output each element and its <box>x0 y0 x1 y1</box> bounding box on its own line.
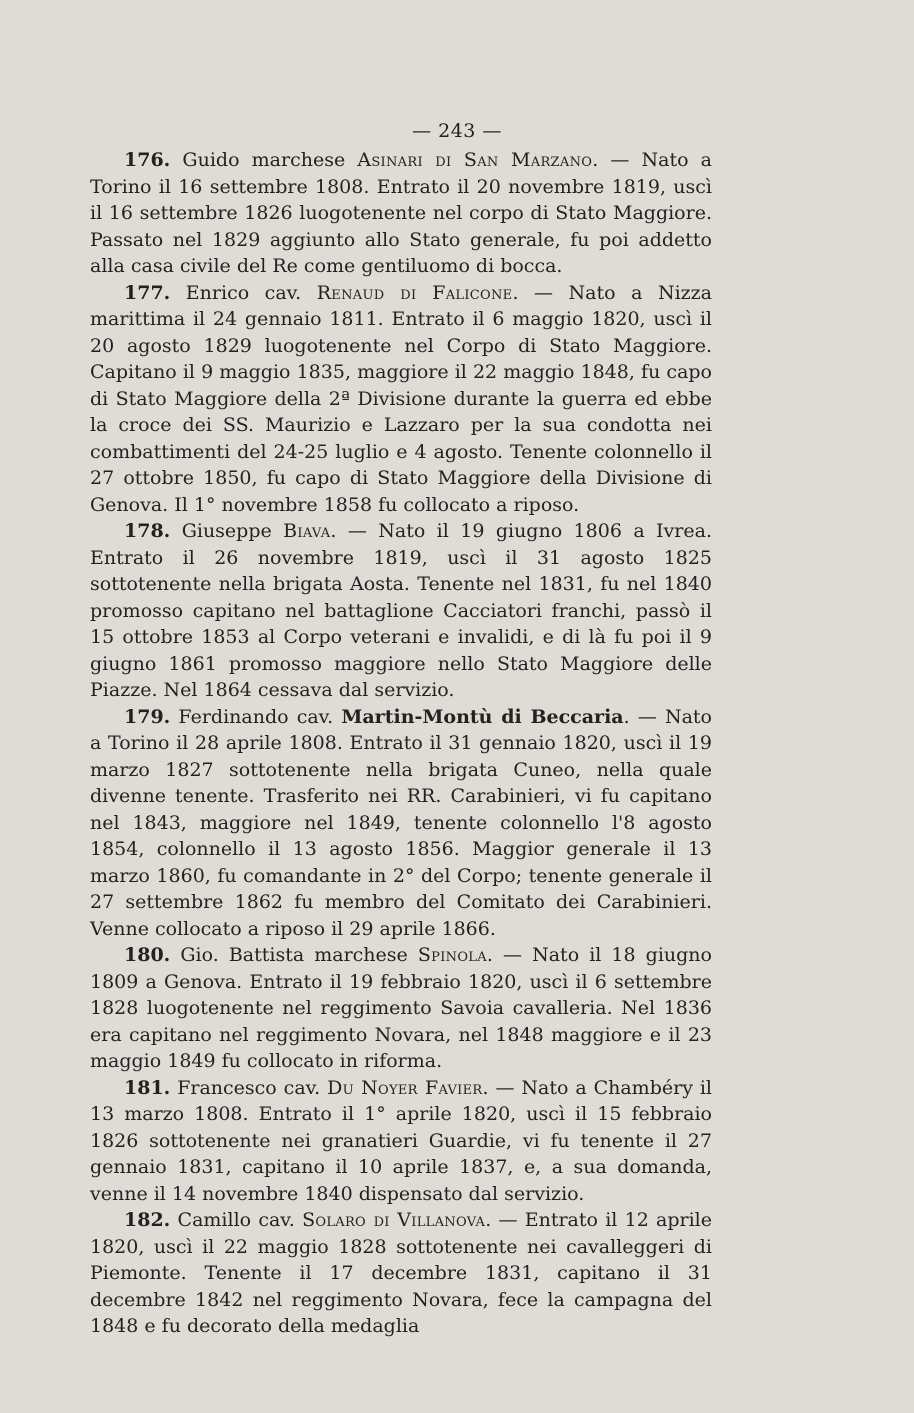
entry-name: Solaro di Villanova <box>302 1209 486 1231</box>
entry-text: . — Nato il 18 giugno 1809 a Genova. Entrato il 19 febbraio 1820, uscì il 6 settembre 1828 luogotenente nel reggimento Savoia cavalleria. Nel 1836 era capitano nel reggimento Novara, nel 1848 maggiore e il 23 maggio 1849 fu collocato in riforma. <box>90 944 712 1072</box>
entry-text: . — Nato a Torino il 16 settembre 1808. Entrato il 20 novembre 1819, uscì il 16 settembre 1826 luogotenente nel corpo di Stato Maggiore. Passato nel 1829 aggiunto allo Stato generale, fu poi addetto alla casa civile del Re come gentiluomo di bocca. <box>90 149 712 277</box>
entry-prefix: Giuseppe <box>170 520 284 542</box>
entry-number: 176. <box>124 149 171 171</box>
entry-number: 178. <box>124 520 171 542</box>
entry-text: . — Nato il 19 giugno 1806 a Ivrea. Entrato il 26 novembre 1819, uscì il 31 agosto 1825 sottotenente nella brigata Aosta. Tenente nel 1831, fu nel 1840 promosso capitano nel battaglione Cacciatori franchi, passò il 15 ottobre 1853 al Corpo veterani e invalidi, e di là fu poi il 9 giugno 1861 promosso maggiore nello Stato Maggiore delle Piazze. Nel 1864 cessava dal servizio. <box>90 520 712 701</box>
entry-prefix: Francesco cav. <box>170 1076 328 1099</box>
entries-list <box>90 147 712 1340</box>
entry-name: Spinola <box>417 944 487 966</box>
entry-number: 181. <box>124 1076 171 1099</box>
entry-179 <box>90 704 712 943</box>
page-number: — 243 — <box>412 120 502 142</box>
entry-178 <box>90 518 712 704</box>
entry-181 <box>90 1075 712 1208</box>
entry-prefix: Enrico cav. <box>170 281 317 304</box>
entry-prefix: Guido marchese <box>170 149 358 171</box>
entry-name: Du Noyer Favier <box>327 1076 483 1099</box>
entry-182 <box>90 1207 712 1340</box>
entry-prefix: Camillo cav. <box>170 1209 303 1231</box>
entry-name: Renaud di Falicone <box>316 281 513 304</box>
entry-prefix: Ferdinando cav. <box>170 705 342 728</box>
entry-name: Martin-Montù di Beccaria <box>341 705 624 728</box>
entry-name: Biava <box>283 520 331 542</box>
entry-name: Asinari di San Marzano <box>357 149 593 171</box>
entry-text: . — Nato a Chambéry il 13 marzo 1808. Entrato il 1° aprile 1820, uscì il 15 febbraio 1826 sottotenente nei granatieri Guardie, vi fu tenente il 27 gennaio 1831, capitano il 10 aprile 1837, e, a sua domanda, venne il 14 novembre 1840 dispensato dal servizio. <box>90 1076 713 1205</box>
entry-prefix: Gio. Battista marchese <box>170 944 418 966</box>
entry-177 <box>90 280 712 519</box>
entry-text: . — Entrato il 12 aprile 1820, uscì il 22 maggio 1828 sottotenente nei cavalleggeri di Piemonte. Tenente il 17 decembre 1831, capitano il 31 decembre 1842 nel reggimento Novara, fece la campagna del 1848 e fu decorato della medaglia <box>90 1209 712 1337</box>
entry-number: 179. <box>124 705 171 728</box>
entry-number: 182. <box>124 1209 171 1231</box>
entry-text: . — Nato a Torino il 28 aprile 1808. Entrato il 31 gennaio 1820, uscì il 19 marzo 1827 sottotenente nella brigata Cuneo, nella quale divenne tenente. Trasferito nei RR. Carabinieri, vi fu capitano nel 1843, maggiore nel 1849, tenente colonnello l'8 agosto 1854, colonnello il 13 agosto 1856. Maggior generale il 13 marzo 1860, fu comandante in 2° del Corpo; tenente generale il 27 settembre 1862 fu membro del Comitato dei Carabinieri. Venne collocato a riposo il 29 aprile 1866. <box>90 705 712 940</box>
entry-180 <box>90 942 712 1075</box>
entry-number: 177. <box>124 281 171 304</box>
entry-number: 180. <box>124 944 171 966</box>
entry-text: . — Nato a Nizza marittima il 24 gennaio 1811. Entrato il 6 maggio 1820, uscì il 20 agosto 1829 luogotenente nel Corpo di Stato Maggiore. Capitano il 9 maggio 1835, maggiore il 22 maggio 1848, fu capo di Stato Maggiore della 2ª Divisione durante la guerra ed ebbe la croce dei SS. Maurizio e Lazzaro per la sua condotta nei combattimenti del 24-25 luglio e 4 agosto. Tenente colonnello il 27 ottobre 1850, fu capo di Stato Maggiore della Divisione di Genova. Il 1° novembre 1858 fu collocato a riposo. <box>90 281 712 516</box>
entry-176 <box>90 147 712 280</box>
